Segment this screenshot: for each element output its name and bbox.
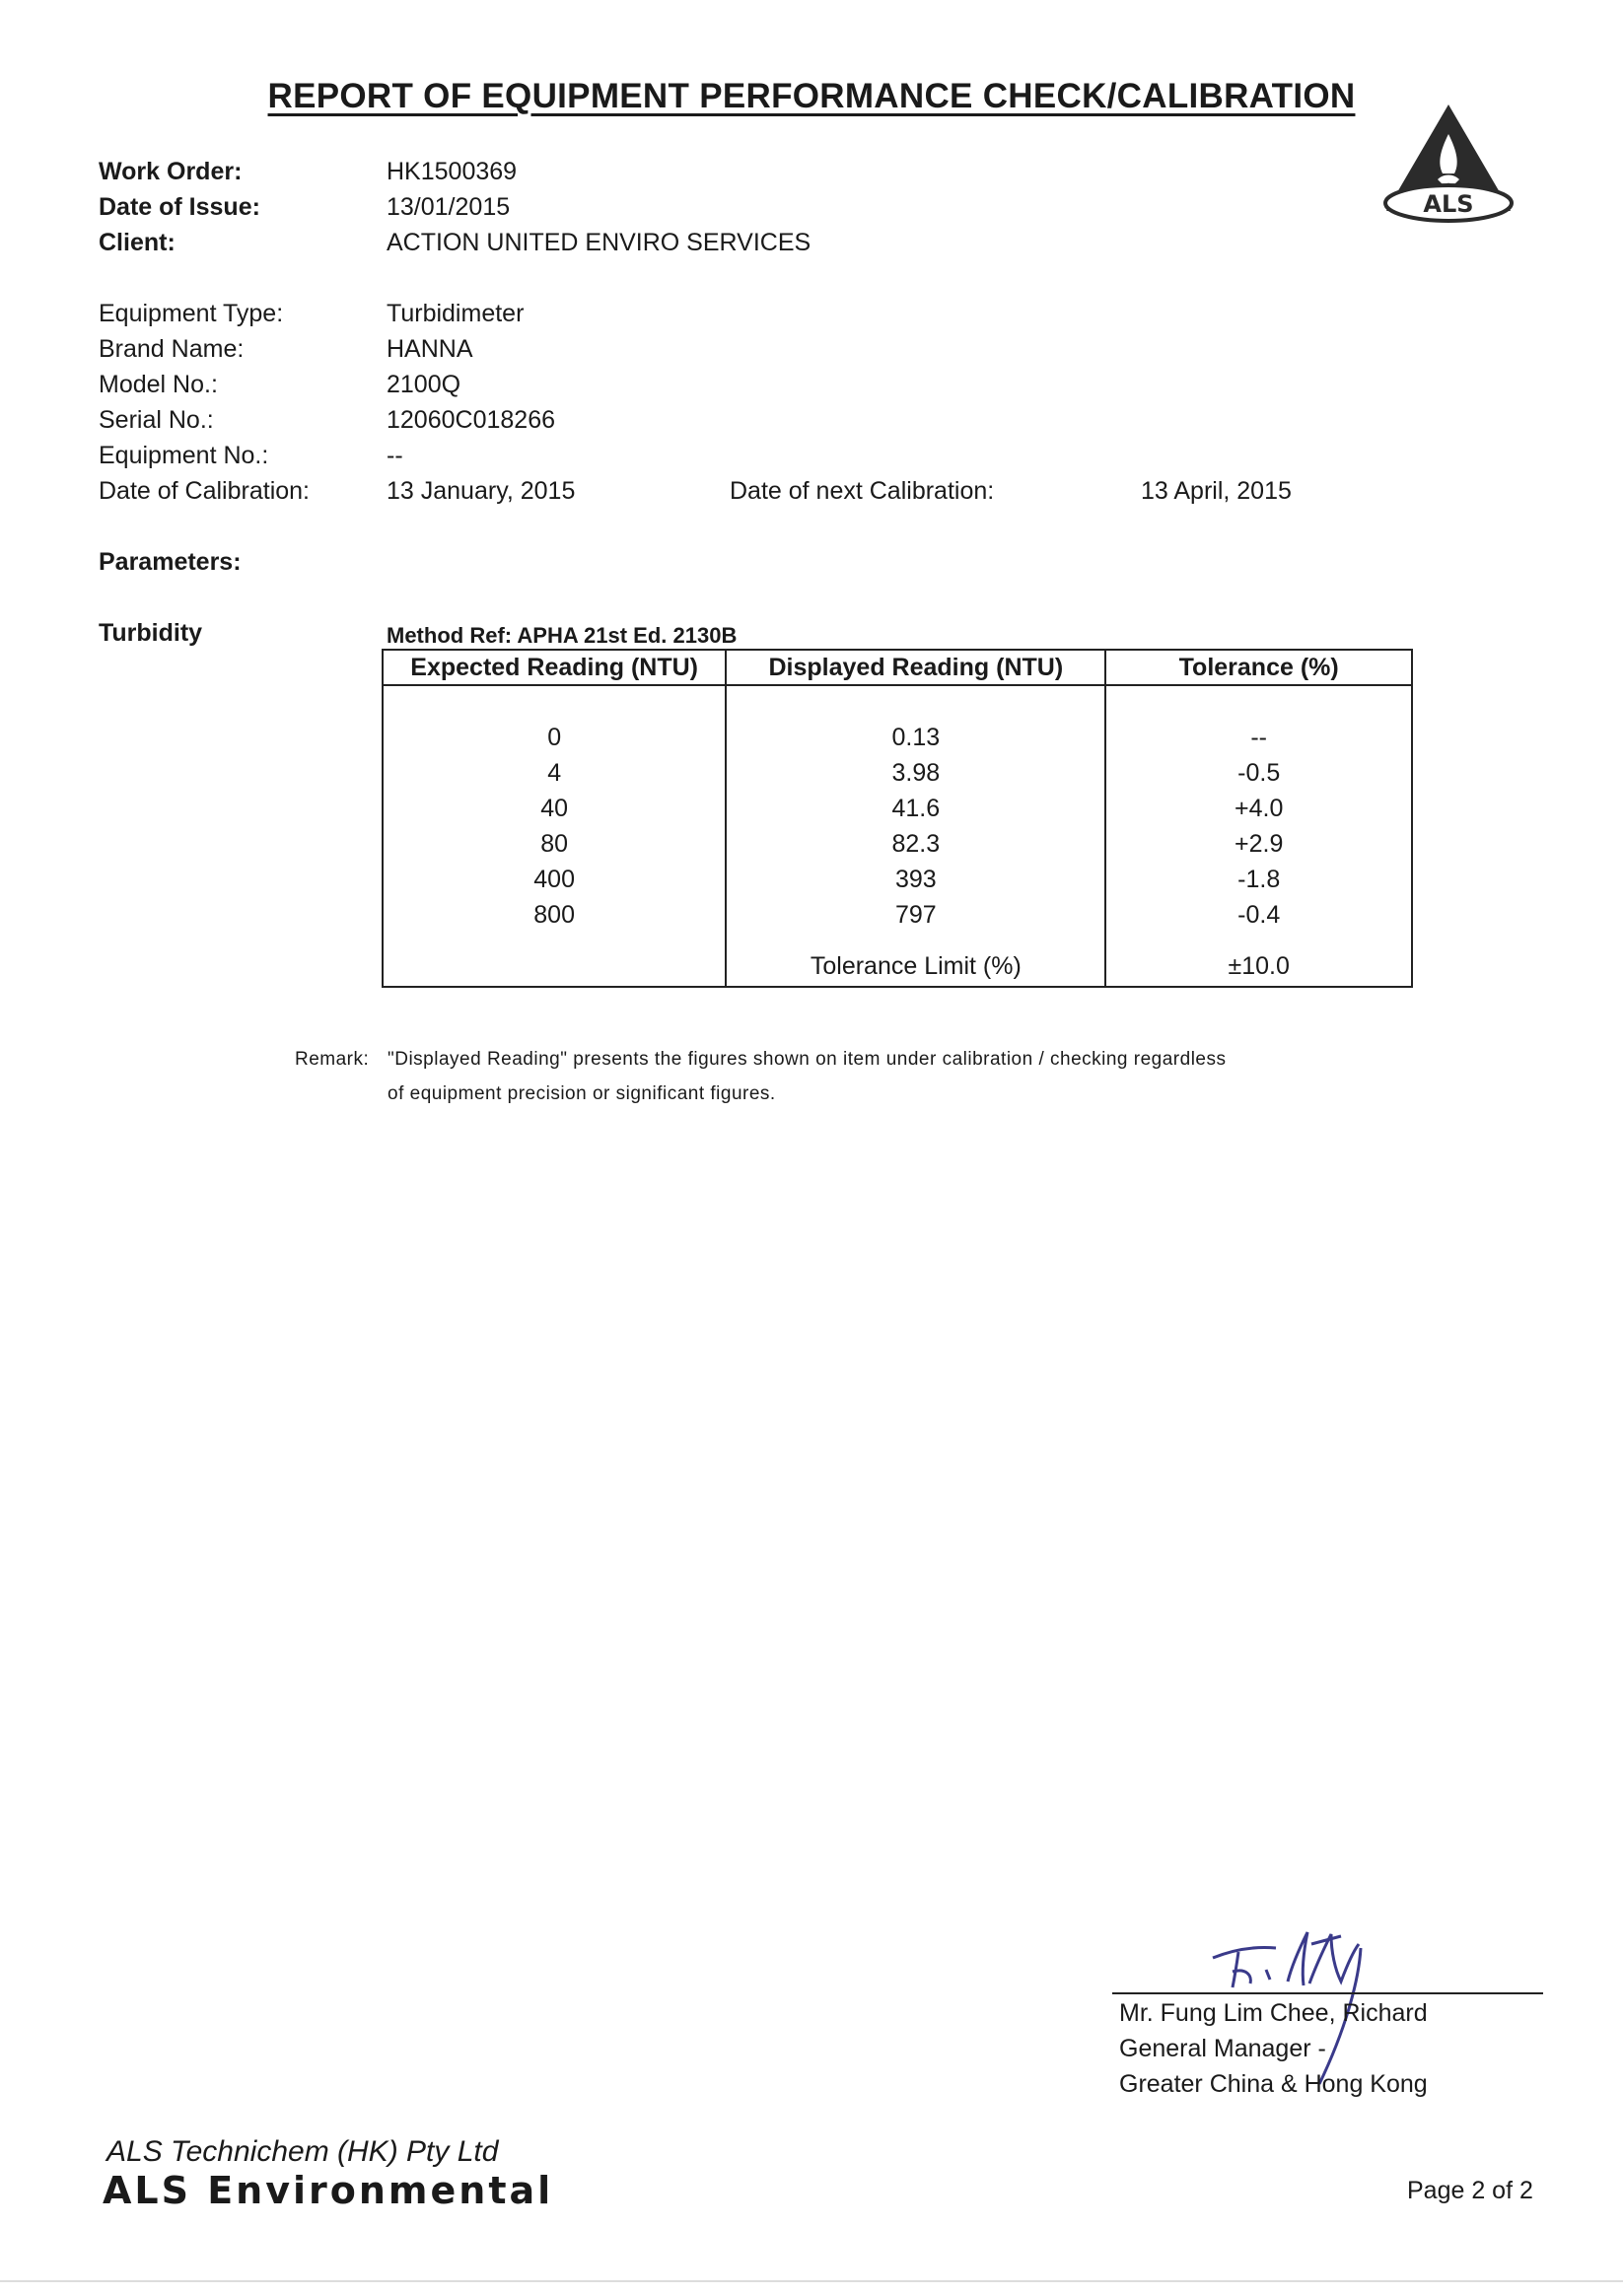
expected-cell: 800	[383, 897, 726, 933]
displayed-cell: 3.98	[726, 755, 1105, 791]
expected-cell: 80	[383, 826, 726, 862]
footer-company-name: ALS Technichem (HK) Pty Ltd	[106, 2135, 499, 2168]
client-value: ACTION UNITED ENVIRO SERVICES	[387, 229, 812, 256]
table-row	[383, 720, 1412, 755]
brand-name-label: Brand Name:	[99, 335, 245, 363]
tolerance-cell: +4.0	[1105, 791, 1412, 826]
remark-line-1: "Displayed Reading" presents the figures shown on item under calibration / checking regardless	[388, 1049, 1227, 1070]
displayed-cell: 41.6	[726, 791, 1105, 826]
method-reference: Method Ref: APHA 21st Ed. 2130B	[387, 623, 738, 648]
displayed-cell: 82.3	[726, 826, 1105, 862]
page-number: Page 2 of 2	[1407, 2177, 1533, 2204]
tolerance-cell: +2.9	[1105, 826, 1412, 862]
next-calibration-label: Date of next Calibration:	[730, 477, 995, 505]
tolerance-cell: -0.4	[1105, 897, 1412, 933]
expected-cell: 4	[383, 755, 726, 791]
serial-no-value: 12060C018266	[387, 406, 555, 434]
signatory-title: General Manager -	[1119, 2035, 1326, 2062]
model-no-label: Model No.:	[99, 371, 218, 398]
calibration-date-label: Date of Calibration:	[99, 477, 311, 505]
signature-line	[1112, 1992, 1543, 1994]
displayed-cell: 0.13	[726, 720, 1105, 755]
next-calibration-value: 13 April, 2015	[1141, 477, 1292, 505]
remark-line-2: of equipment precision or significant figures.	[388, 1083, 776, 1104]
tolerance-limit-value: ±10.0	[1105, 946, 1412, 987]
parameter-name: Turbidity	[99, 619, 203, 647]
tolerance-limit-row	[383, 946, 1412, 987]
signatory-name: Mr. Fung Lim Chee, Richard	[1119, 1999, 1428, 2027]
table-row	[383, 862, 1412, 897]
header-tolerance: Tolerance (%)	[1105, 650, 1412, 685]
work-order-value: HK1500369	[387, 158, 518, 185]
brand-name-value: HANNA	[387, 335, 473, 363]
client-label: Client:	[99, 229, 176, 256]
model-no-value: 2100Q	[387, 371, 461, 398]
date-of-issue-label: Date of Issue:	[99, 193, 260, 221]
date-of-issue-value: 13/01/2015	[387, 193, 511, 221]
header-displayed-reading: Displayed Reading (NTU)	[726, 650, 1105, 685]
tolerance-limit-label: Tolerance Limit (%)	[726, 946, 1105, 987]
bottom-rule	[0, 2280, 1623, 2282]
tolerance-cell: -0.5	[1105, 755, 1412, 791]
table-row	[383, 755, 1412, 791]
table-row	[383, 791, 1412, 826]
work-order-label: Work Order:	[99, 158, 243, 185]
table-header-row	[383, 650, 1412, 685]
header-expected-reading: Expected Reading (NTU)	[383, 650, 726, 685]
tolerance-cell: -1.8	[1105, 862, 1412, 897]
logo-text: ALS	[1423, 190, 1474, 218]
table-row	[383, 826, 1412, 862]
table-row	[383, 897, 1412, 933]
remark-label: Remark:	[295, 1049, 370, 1070]
displayed-cell: 393	[726, 862, 1105, 897]
expected-cell: 40	[383, 791, 726, 826]
equipment-no-label: Equipment No.:	[99, 442, 269, 469]
calibration-date-value: 13 January, 2015	[387, 477, 576, 505]
expected-cell: 0	[383, 720, 726, 755]
report-title: REPORT OF EQUIPMENT PERFORMANCE CHECK/CALIBRATION	[267, 77, 1356, 115]
displayed-cell: 797	[726, 897, 1105, 933]
equipment-type-value: Turbidimeter	[387, 300, 525, 327]
equipment-no-value: --	[387, 442, 403, 469]
als-logo	[1380, 101, 1517, 225]
serial-no-label: Serial No.:	[99, 406, 214, 434]
footer-brand-logo: ALS Environmental	[103, 2169, 554, 2212]
calibration-table	[382, 649, 1413, 988]
parameters-label: Parameters:	[99, 548, 242, 576]
equipment-type-label: Equipment Type:	[99, 300, 284, 327]
signatory-region: Greater China & Hong Kong	[1119, 2070, 1428, 2098]
tolerance-cell: --	[1105, 720, 1412, 755]
expected-cell: 400	[383, 862, 726, 897]
